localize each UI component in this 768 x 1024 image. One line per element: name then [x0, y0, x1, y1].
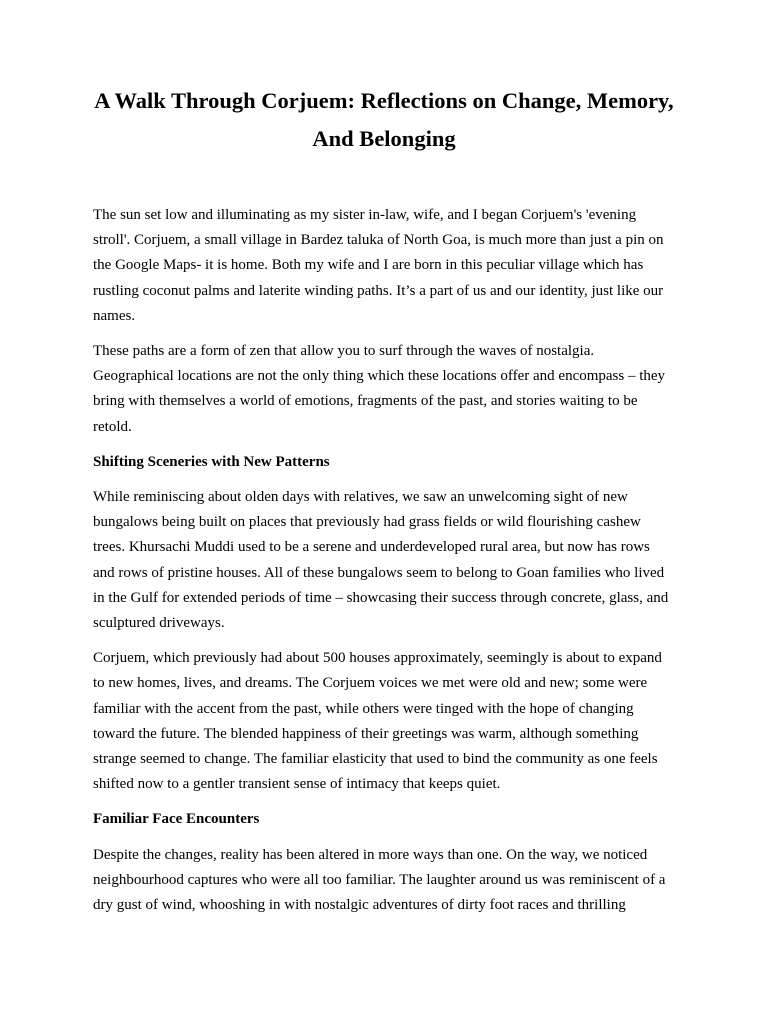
paragraph-intro: The sun set low and illuminating as my sister in-law, wife, and I began Corjuem's 'evening stroll'. Corjuem, a small village in Bardez taluka of North Goa, is much more than just a pin on the Google Maps- it is home. Both my wife and I are born in this peculiar village which has rustling coconut palms and laterite winding paths. It’s a part of us and our identity, just like our names. — [93, 207, 664, 324]
document-title: A Walk Through Corjuem: Reflections on Change, Memory, And Belonging — [94, 88, 674, 151]
paragraph-bungalows: While reminiscing about olden days with relatives, we saw an unwelcoming sight of new bungalows being built on places that previously had grass fields or wild flourishing cashew trees. Khursachi Muddi used to be a serene and underdeveloped rural area, but now has rows and rows of pristine houses. All of these bungalows seem to belong to Goan families who lived in the Gulf for extended periods of time – showcasing their success through concrete, glass, and sculptured driveways. — [93, 489, 669, 632]
paragraph-encounters: Despite the changes, reality has been altered in more ways than one. On the way, we noticed neighbourhood captures who were all too familiar. The laughter around us was reminiscent of a dry gust of wind, whooshing in with nostalgic adventures of dirty foot races and thrilling — [93, 846, 666, 914]
section-heading-familiar-faces: Familiar Face Encounters — [93, 811, 260, 828]
document-body — [93, 203, 675, 928]
section-heading-shifting-sceneries: Shifting Sceneries with New Patterns — [93, 453, 330, 470]
paragraph-paths: These paths are a form of zen that allow you to surf through the waves of nostalgia. Geographical locations are not the only thing which these locations offer and encompass – they bring with themselves a world of emotions, fragments of the past, and stories waiting to be retold. — [93, 343, 666, 435]
paragraph-corjuem-houses: Corjuem, which previously had about 500 houses approximately, seemingly is about to expand to new homes, lives, and dreams. The Corjuem voices we met were old and new; some were familiar with the accent from the past, while others were tinged with the hope of changing toward the future. The blended happiness of their greetings was warm, although something strange seemed to change. The familiar elasticity that used to bind the community as one feels shifted now to a gentler transient sense of intimacy that keeps quiet. — [93, 650, 662, 793]
